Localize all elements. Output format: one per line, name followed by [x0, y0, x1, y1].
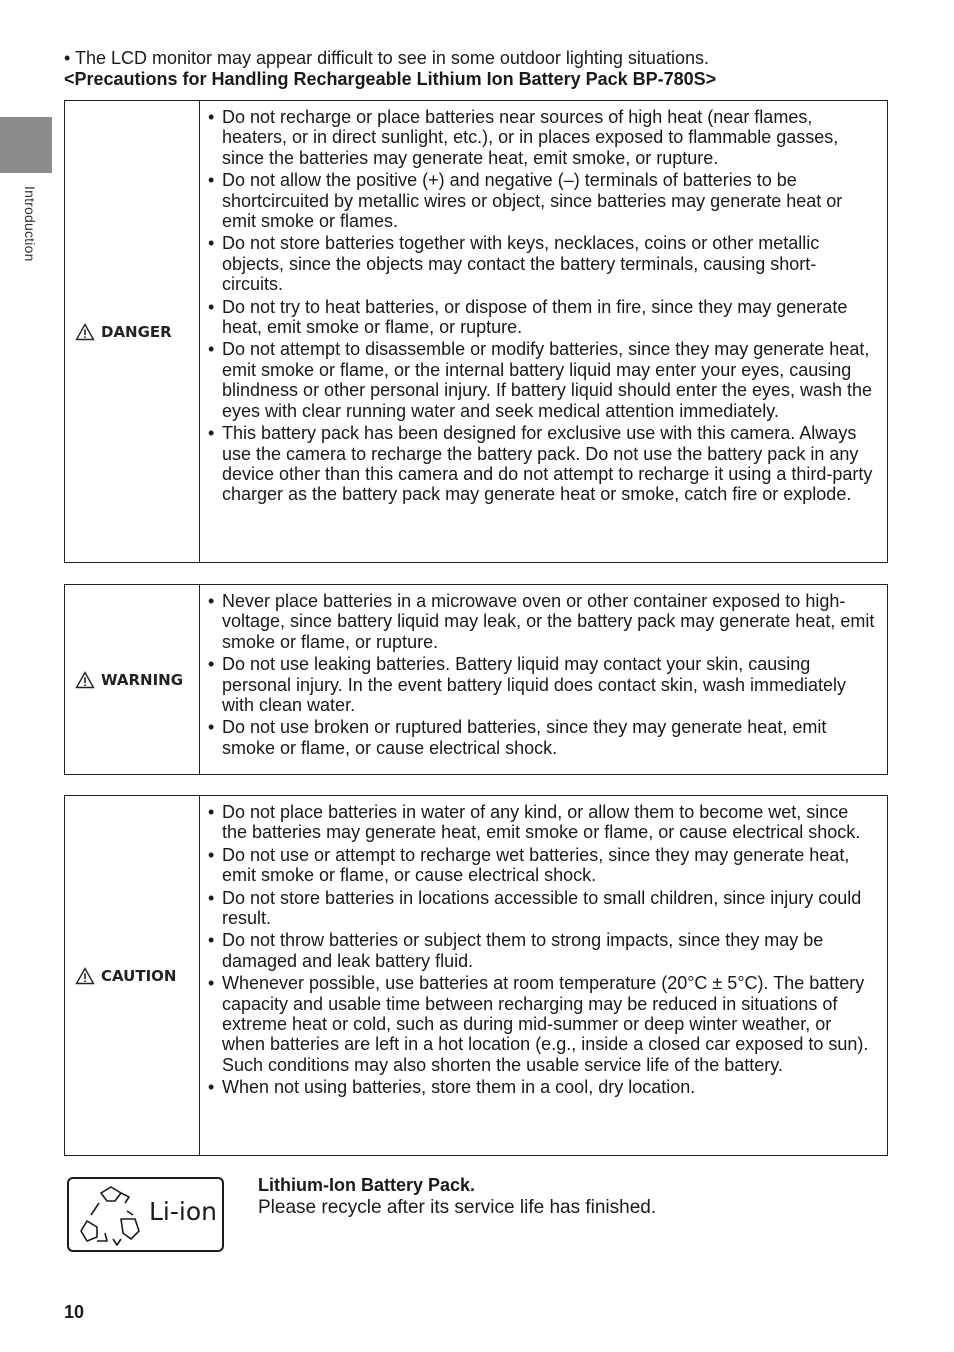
- list-item: • Do not store batteries in locations accessible to small children, since injury could result.: [208, 888, 875, 929]
- page-number: 10: [64, 1302, 85, 1322]
- list-item: • Do not use or attempt to recharge wet batteries, since they may generate heat, emit smoke or flame, or cause electrical shock.: [208, 845, 875, 886]
- caution-label-cell: [65, 796, 200, 1155]
- li-ion-title: Lithium-Ion Battery Pack.: [258, 1175, 476, 1195]
- danger-box: [64, 100, 888, 563]
- list-item: • Do not recharge or place batteries near sources of high heat (near flames, heaters, or in direct sunlight, etc.), or in places exposed to flammable gasses, since the batteries may generate heat, emit smoke, or rupture.: [208, 107, 875, 168]
- danger-label: DANGER: [101, 322, 172, 341]
- list-item: • Do not use broken or ruptured batteries, since they may generate heat, emit smoke or flame, or cause electrical shock.: [208, 717, 875, 758]
- list-item: • Do not throw batteries or subject them to strong impacts, since they may be damaged and leak battery fluid.: [208, 930, 875, 971]
- lcd-monitor-note: • The LCD monitor may appear difficult to see in some outdoor lighting situations.: [64, 48, 709, 68]
- section-tab-label: Introduction: [22, 186, 38, 262]
- list-item: • Do not attempt to disassemble or modify batteries, since they may generate heat, emit smoke or flame, or the internal battery liquid may enter your eyes, causing blindness or other personal injury. If battery liquid should enter the eyes, wash the eyes with clear running water and seek medical attention immediately.: [208, 339, 875, 421]
- warning-triangle-icon: [75, 671, 95, 689]
- list-item: • Do not allow the positive (+) and negative (–) terminals of batteries to be shortcircuited by metallic wires or object, since batteries may generate heat or emit smoke or flames.: [208, 170, 875, 231]
- caution-label: CAUTION: [101, 966, 177, 985]
- warning-label: WARNING: [101, 670, 184, 689]
- list-item: • Do not use leaking batteries. Battery liquid may contact your skin, causing personal injury. In the event battery liquid does contact skin, wash immediately with clean water.: [208, 654, 875, 715]
- danger-label-cell: [65, 101, 200, 562]
- li-ion-badge-text: Li-ion: [149, 1197, 217, 1226]
- caution-box: [64, 795, 888, 1156]
- warning-list: [200, 585, 887, 774]
- danger-list: [200, 101, 887, 562]
- warning-triangle-icon: [75, 967, 95, 985]
- list-item: • Do not try to heat batteries, or dispose of them in fire, since they may generate heat, emit smoke or flame, or rupture.: [208, 297, 875, 338]
- warning-box: [64, 584, 888, 775]
- list-item: • Never place batteries in a microwave oven or other container exposed to high-voltage, since battery liquid may leak, or the battery pack may generate heat, emit smoke or flame, or rupture.: [208, 591, 875, 652]
- list-item: • Do not place batteries in water of any kind, or allow them to become wet, since the batteries may generate heat, emit smoke or flame, or cause electrical shock.: [208, 802, 875, 843]
- list-item: • When not using batteries, store them in a cool, dry location.: [208, 1077, 875, 1097]
- warning-label-cell: [65, 585, 200, 774]
- list-item: • Do not store batteries together with keys, necklaces, coins or other metallic objects, since the objects may contact the battery terminals, causing short-circuits.: [208, 233, 875, 294]
- list-item: • This battery pack has been designed for exclusive use with this camera. Always use the camera to recharge the battery pack. Do not use the battery pack in any device other than this camera and do not attempt to recharge it using a third-party charger as the battery pack may generate heat or smoke, catch fire or explode.: [208, 423, 875, 505]
- li-ion-recycle-badge: [67, 1177, 224, 1252]
- li-ion-recycle-note: Please recycle after its service life has finished.: [258, 1197, 657, 1218]
- section-tab-marker: [0, 117, 52, 173]
- list-item: • Whenever possible, use batteries at room temperature (20°C ± 5°C). The battery capacity and usable time between recharging may be reduced in situations of extreme heat or cold, such as during mid-summer or deep winter weather, or when batteries are left in a hot location (e.g., inside a closed car exposed to sun). Such conditions may also shorten the usable service life of the battery.: [208, 973, 875, 1075]
- caution-list: [200, 796, 887, 1155]
- warning-triangle-icon: [75, 323, 95, 341]
- precautions-heading: <Precautions for Handling Rechargeable Lithium Ion Battery Pack BP-780S>: [64, 69, 717, 89]
- recycle-icon: [77, 1185, 145, 1247]
